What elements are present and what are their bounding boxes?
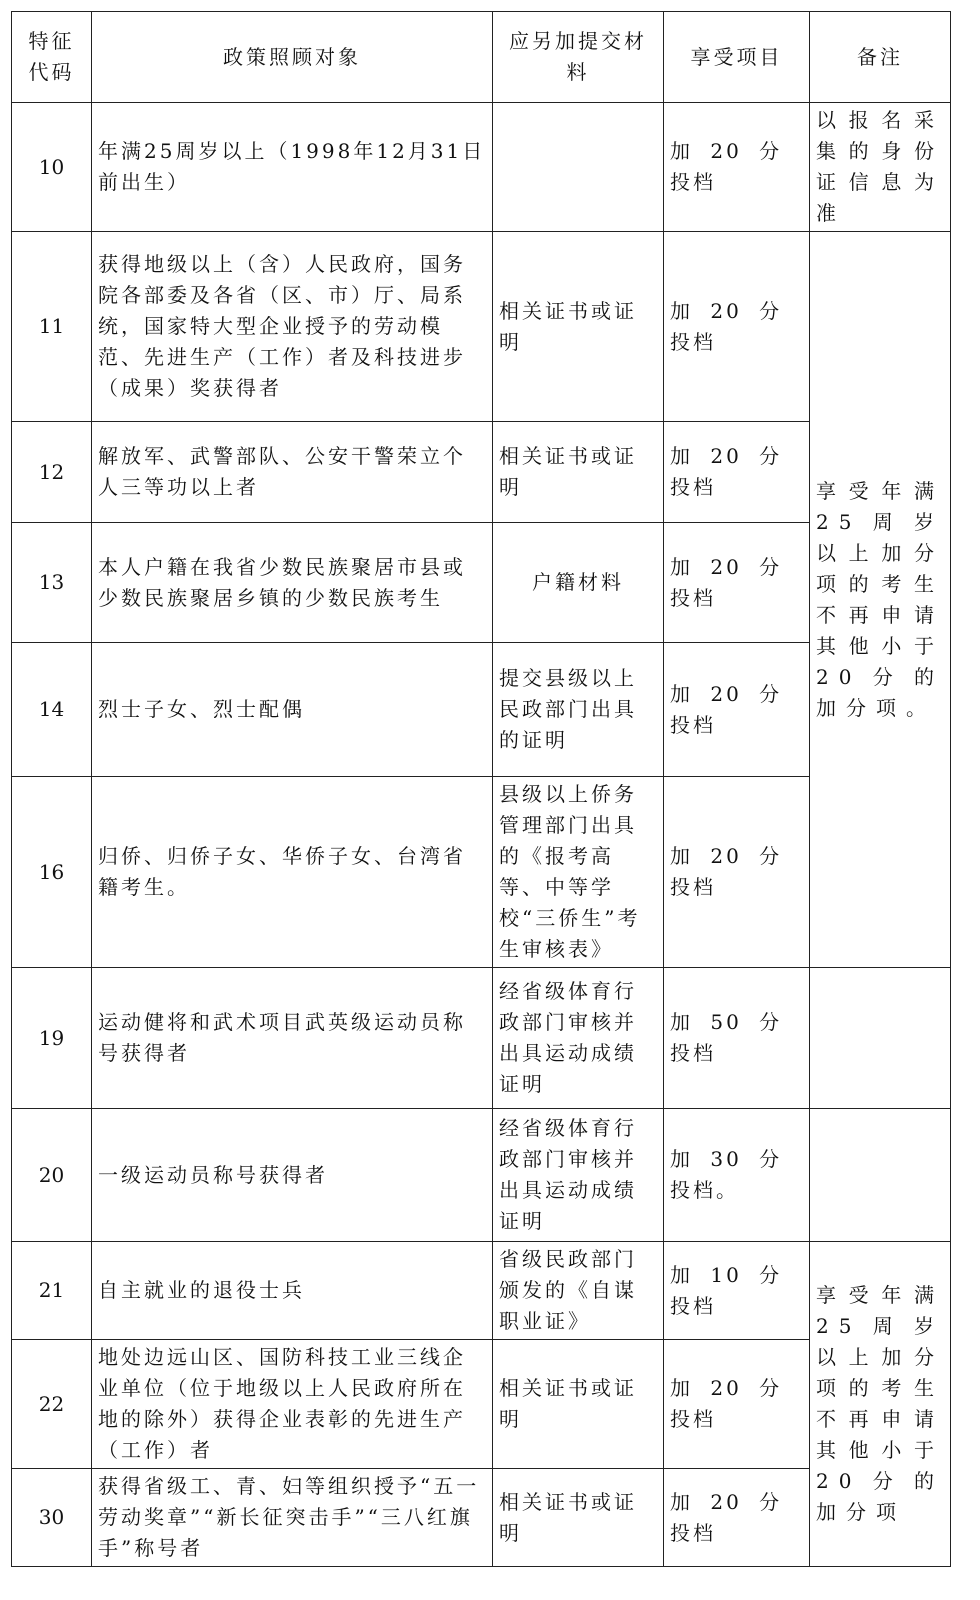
header-benefit: 享受项目 xyxy=(664,12,810,103)
material-cell: 县级以上侨务管理部门出具的《报考高等、中等学校“三侨生”考生审核表》 xyxy=(493,777,664,968)
benefit-cell: 加 50 分投档 xyxy=(664,968,810,1109)
remark-group-cell: 享受年满25周岁以上加分项的考生不再申请其他小于20分的加分项。 xyxy=(810,232,951,968)
remark-cell xyxy=(810,1109,951,1242)
material-cell: 相关证书或证明 xyxy=(493,232,664,422)
benefit-cell: 加 20 分投档 xyxy=(664,643,810,777)
target-cell: 地处边远山区、国防科技工业三线企业单位（位于地级以上人民政府所在地的除外）获得企业表彰的先进生产（工作）者 xyxy=(92,1340,493,1469)
header-remark: 备注 xyxy=(810,12,951,103)
remark-cell xyxy=(810,968,951,1109)
material-cell: 经省级体育行政部门审核并出具运动成绩证明 xyxy=(493,1109,664,1242)
table-row xyxy=(12,1242,951,1340)
code-cell: 30 xyxy=(12,1469,92,1567)
code-cell: 19 xyxy=(12,968,92,1109)
target-cell: 解放军、武警部队、公安干警荣立个人三等功以上者 xyxy=(92,422,493,523)
benefit-cell: 加 20 分投档 xyxy=(664,1340,810,1469)
code-cell: 11 xyxy=(12,232,92,422)
table-row xyxy=(12,1109,951,1242)
benefit-cell: 加 10 分投档 xyxy=(664,1242,810,1340)
policy-table xyxy=(11,11,951,1567)
material-cell: 相关证书或证明 xyxy=(493,1469,664,1567)
code-cell: 20 xyxy=(12,1109,92,1242)
target-cell: 烈士子女、烈士配偶 xyxy=(92,643,493,777)
table-row xyxy=(12,968,951,1109)
benefit-cell: 加 20 分投档 xyxy=(664,422,810,523)
code-cell: 12 xyxy=(12,422,92,523)
material-cell: 相关证书或证明 xyxy=(493,422,664,523)
target-cell: 获得省级工、青、妇等组织授予“五一劳动奖章”“新长征突击手”“三八红旗手”称号者 xyxy=(92,1469,493,1567)
benefit-cell: 加 20 分投档 xyxy=(664,523,810,643)
material-cell: 省级民政部门颁发的《自谋职业证》 xyxy=(493,1242,664,1340)
header-code: 特征代码 xyxy=(12,12,92,103)
header-material: 应另加提交材料 xyxy=(493,12,664,103)
target-cell: 本人户籍在我省少数民族聚居市县或少数民族聚居乡镇的少数民族考生 xyxy=(92,523,493,643)
material-cell: 提交县级以上民政部门出具的证明 xyxy=(493,643,664,777)
remark-group-cell: 享受年满25周岁以上加分项的考生不再申请其他小于20分的加分项 xyxy=(810,1242,951,1567)
target-cell: 运动健将和武术项目武英级运动员称号获得者 xyxy=(92,968,493,1109)
code-cell: 16 xyxy=(12,777,92,968)
material-cell: 经省级体育行政部门审核并出具运动成绩证明 xyxy=(493,968,664,1109)
material-cell: 户籍材料 xyxy=(493,523,664,643)
benefit-cell: 加 20 分投档 xyxy=(664,103,810,232)
remark-cell: 以报名采集的身份证信息为准 xyxy=(810,103,951,232)
target-cell: 自主就业的退役士兵 xyxy=(92,1242,493,1340)
benefit-cell: 加 30 分投档。 xyxy=(664,1109,810,1242)
code-cell: 22 xyxy=(12,1340,92,1469)
benefit-cell: 加 20 分投档 xyxy=(664,777,810,968)
benefit-cell: 加 20 分投档 xyxy=(664,1469,810,1567)
table-row xyxy=(12,103,951,232)
header-target: 政策照顾对象 xyxy=(92,12,493,103)
benefit-cell: 加 20 分投档 xyxy=(664,232,810,422)
code-cell: 13 xyxy=(12,523,92,643)
material-cell xyxy=(493,103,664,232)
target-cell: 年满25周岁以上（1998年12月31日前出生） xyxy=(92,103,493,232)
header-row xyxy=(12,12,951,103)
target-cell: 归侨、归侨子女、华侨子女、台湾省籍考生。 xyxy=(92,777,493,968)
code-cell: 21 xyxy=(12,1242,92,1340)
target-cell: 获得地级以上（含）人民政府，国务院各部委及各省（区、市）厅、局系统，国家特大型企业授予的劳动模范、先进生产（工作）者及科技进步（成果）奖获得者 xyxy=(92,232,493,422)
code-cell: 10 xyxy=(12,103,92,232)
table-row xyxy=(12,232,951,422)
code-cell: 14 xyxy=(12,643,92,777)
material-cell: 相关证书或证明 xyxy=(493,1340,664,1469)
target-cell: 一级运动员称号获得者 xyxy=(92,1109,493,1242)
